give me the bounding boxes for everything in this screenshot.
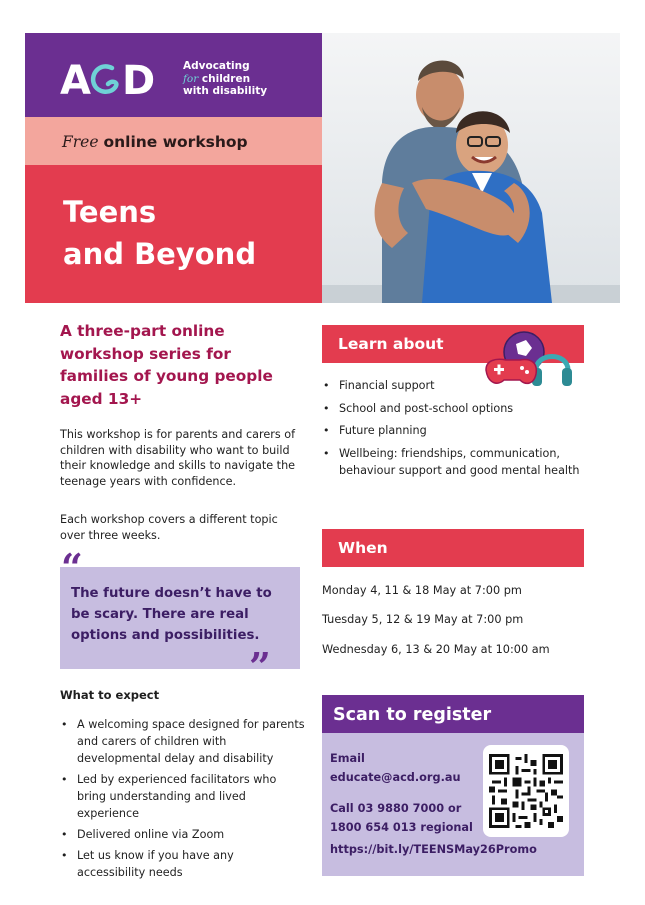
list-item: • Financial support xyxy=(322,377,592,395)
when-heading: When xyxy=(338,539,388,557)
list-item: • A welcoming space designed for parents and carers of children with developmental delay and disability xyxy=(60,716,305,767)
phone-line-2: 1800 654 013 regional xyxy=(330,821,473,834)
scan-to-register-heading: Scan to register xyxy=(333,705,492,725)
register-url-link[interactable]: https://bit.ly/TEENSMay26Promo xyxy=(330,843,537,856)
email-label: Email xyxy=(330,752,365,765)
hero-photo xyxy=(322,33,620,303)
list-item: • Future planning xyxy=(322,422,592,440)
topics-paragraph: Each workshop covers a different topic over three weeks. xyxy=(60,513,278,542)
title-line-2: and Beyond xyxy=(63,237,257,271)
list-item: • Delivered online via Zoom xyxy=(60,826,305,843)
session-monday: Monday 4, 11 & 18 May at 7:00 pm xyxy=(322,584,522,597)
qr-code-icon[interactable] xyxy=(489,752,563,830)
acd-logo xyxy=(60,56,162,100)
what-to-expect-heading: What to expect xyxy=(60,688,160,702)
list-item: • Led by experienced facilitators who bring understanding and lived experience xyxy=(60,771,305,822)
intro-paragraph: This workshop is for parents and carers of children with disability who want to build their knowledge and skills to navigate the teenage years with confidence. xyxy=(60,428,296,488)
list-item: • Wellbeing: friendships, communication, behaviour support and good mental health xyxy=(322,445,592,480)
list-item: • Let us know if you have any accessibility needs xyxy=(60,847,305,881)
svg-text:A: A xyxy=(60,58,91,100)
svg-text:D: D xyxy=(122,58,156,100)
close-quote-icon: ” xyxy=(249,644,271,689)
session-tuesday: Tuesday 5, 12 & 19 May at 7:00 pm xyxy=(322,613,524,626)
email-link[interactable]: educate@acd.org.au xyxy=(330,771,461,784)
logo-tagline: Advocating for children with disability xyxy=(183,60,268,97)
phone-line-1: Call 03 9880 7000 or xyxy=(330,802,462,815)
list-item: • School and post-school options xyxy=(322,400,592,418)
learn-about-list xyxy=(322,377,592,485)
title-band xyxy=(25,165,322,303)
quote-text: The future doesn’t have to be scary. There are real options and possibilities. xyxy=(71,586,272,643)
free-workshop-label: Free online workshop xyxy=(62,133,248,151)
learn-about-heading: Learn about xyxy=(338,335,444,353)
open-quote-icon: “ xyxy=(61,545,83,590)
title-line-1: Teens xyxy=(63,195,157,229)
series-subtitle: A three-part online workshop series for families of young people aged 13+ xyxy=(60,322,273,408)
session-wednesday: Wednesday 6, 13 & 20 May at 10:00 am xyxy=(322,643,550,656)
what-to-expect-list xyxy=(60,716,305,885)
